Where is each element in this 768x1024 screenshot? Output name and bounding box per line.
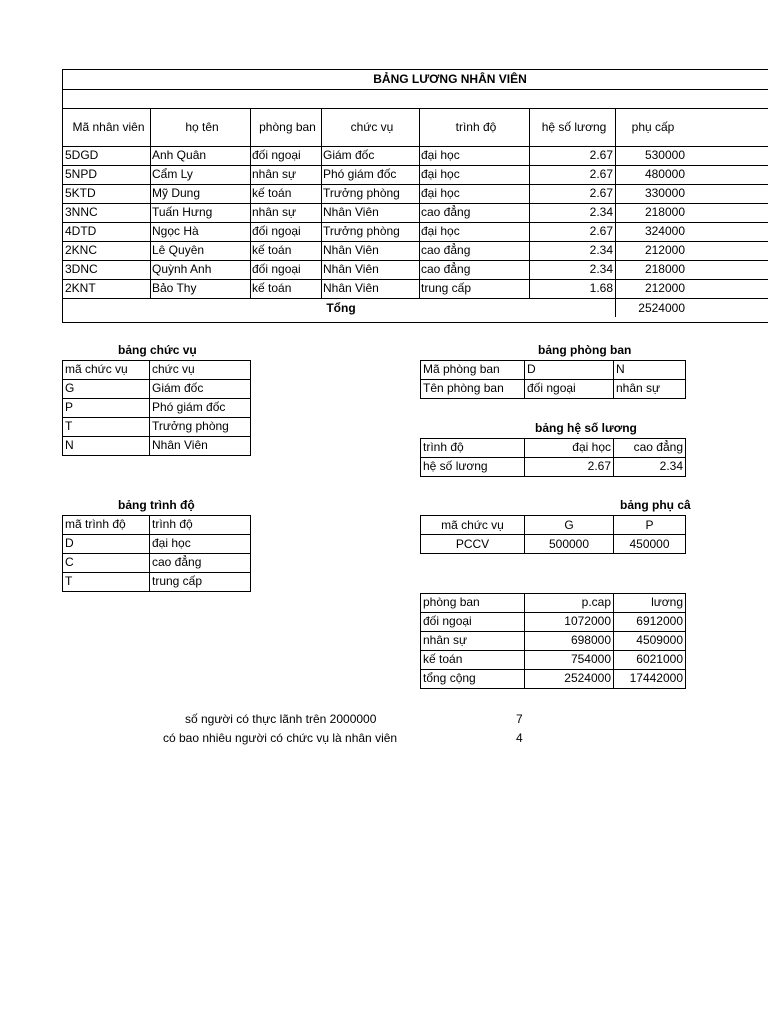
cell-ma-nhan-vien: 3NNC (65, 205, 98, 219)
cell-chuc-vu: Nhân Viên (323, 243, 379, 257)
cell-trinh-do: cao đẳng (421, 205, 471, 219)
header-he-so-luong: hệ số lương (541, 120, 607, 134)
cell-chuc-vu: Nhân Viên (323, 262, 379, 276)
chucvu-cell: N (62, 436, 150, 456)
cell-chuc-vu: Trưởng phòng (323, 224, 400, 238)
hesoluong-cell: 2.34 (613, 457, 686, 477)
trinhdo-cell: trung cấp (149, 572, 251, 592)
phucap-cell: G (524, 515, 614, 535)
cell-ma-nhan-vien: 5DGD (65, 148, 99, 162)
trinhdo-cell: C (62, 553, 150, 573)
cell-ho-ten: Tuấn Hưng (152, 205, 213, 219)
cell-he-so-luong: 2.67 (589, 148, 613, 162)
cell-ho-ten: Cẩm Ly (152, 167, 193, 181)
phucap-cell: P (613, 515, 686, 535)
question-nhan-vien: có bao nhiêu người có chức vụ là nhân viên (163, 731, 398, 745)
chucvu-cell: Nhân Viên (149, 436, 251, 456)
cell-phu-cap: 330000 (644, 186, 685, 200)
phongban-cell: Mã phòng ban (420, 360, 525, 380)
cell-phong-ban: kế toán (252, 186, 292, 200)
phongban-cell: đối ngoại (524, 379, 614, 399)
cell-phu-cap: 212000 (644, 243, 685, 257)
trinhdo-cell: T (62, 572, 150, 592)
cell-trinh-do: đại học (421, 186, 460, 200)
header-ma-nhan-vien: Mã nhân viên (72, 120, 145, 134)
phongban-cell: Tên phòng ban (420, 379, 525, 399)
cell-ma-nhan-vien: 2KNC (65, 243, 98, 257)
tongket-cell: lương (613, 593, 686, 613)
cell-trinh-do: đại học (421, 148, 460, 162)
total-label: Tổng (326, 301, 356, 315)
tongket-cell: p.cap (524, 593, 614, 613)
phucap-title: bảng phụ câ (620, 498, 691, 512)
hesoluong-title: bảng hệ số lương (535, 421, 637, 435)
cell-trinh-do: trung cấp (421, 281, 472, 295)
chucvu-cell: Trưởng phòng (149, 417, 251, 437)
row-divider (63, 108, 768, 109)
cell-ma-nhan-vien: 3DNC (65, 262, 98, 276)
cell-ma-nhan-vien: 2KNT (65, 281, 96, 295)
tongket-cell: 4509000 (613, 631, 686, 651)
tongket-cell: 1072000 (524, 612, 614, 632)
hesoluong-cell: đại học (524, 438, 614, 458)
cell-ho-ten: Ngọc Hà (152, 224, 199, 238)
tongket-cell: 6912000 (613, 612, 686, 632)
cell-he-so-luong: 2.34 (589, 243, 613, 257)
chucvu-cell: mã chức vụ (62, 360, 150, 380)
cell-ho-ten: Lê Quyên (152, 243, 205, 257)
cell-trinh-do: cao đẳng (421, 243, 471, 257)
cell-chuc-vu: Nhân Viên (323, 205, 379, 219)
cell-phu-cap: 218000 (644, 205, 685, 219)
cell-phong-ban: nhân sự (252, 205, 297, 219)
phucap-cell: mã chức vụ (420, 515, 525, 535)
cell-he-so-luong: 2.67 (589, 224, 613, 238)
cell-ho-ten: Bảo Thy (152, 281, 197, 295)
cell-he-so-luong: 2.67 (589, 167, 613, 181)
cell-phong-ban: nhân sự (252, 167, 297, 181)
chucvu-cell: Phó giám đốc (149, 398, 251, 418)
trinhdo-cell: mã trình độ (62, 515, 150, 535)
tongket-cell: phòng ban (420, 593, 525, 613)
phongban-cell: D (524, 360, 614, 380)
cell-ho-ten: Mỹ Dung (152, 186, 201, 200)
answer-nhan-vien: 4 (516, 731, 523, 745)
question-thuc-lanh: số người có thực lãnh trên 2000000 (185, 712, 377, 726)
cell-phong-ban: đối ngoại (252, 224, 301, 238)
cell-phu-cap: 530000 (644, 148, 685, 162)
chucvu-cell: P (62, 398, 150, 418)
tongket-cell: 6021000 (613, 650, 686, 670)
trinhdo-cell: đại học (149, 534, 251, 554)
cell-ho-ten: Quỳnh Anh (152, 262, 212, 276)
cell-chuc-vu: Giám đốc (323, 148, 375, 162)
cell-phu-cap: 324000 (644, 224, 685, 238)
cell-chuc-vu: Phó giám đốc (323, 167, 397, 181)
cell-phong-ban: đối ngoại (252, 148, 301, 162)
cell-phong-ban: kế toán (252, 281, 292, 295)
cell-he-so-luong: 2.34 (589, 205, 613, 219)
phucap-cell: 450000 (613, 534, 686, 554)
tongket-cell: nhân sự (420, 631, 525, 651)
tongket-cell: đối ngoại (420, 612, 525, 632)
cell-trinh-do: cao đẳng (421, 262, 471, 276)
total-value: 2524000 (638, 301, 685, 315)
cell-phu-cap: 480000 (644, 167, 685, 181)
trinhdo-cell: D (62, 534, 150, 554)
cell-phong-ban: kế toán (252, 243, 292, 257)
phongban-cell: nhân sự (613, 379, 686, 399)
header-chuc-vu: chức vụ (350, 120, 394, 134)
trinhdo-cell: cao đẳng (149, 553, 251, 573)
hesoluong-cell: 2.67 (524, 457, 614, 477)
row-divider (63, 89, 768, 90)
chucvu-title: bảng chức vụ (118, 343, 197, 357)
hesoluong-cell: hệ số lương (420, 457, 525, 477)
hesoluong-cell: cao đẳng (613, 438, 686, 458)
header-trinh-do: trình độ (455, 120, 497, 134)
header-phong-ban: phòng ban (259, 120, 316, 134)
phongban-cell: N (613, 360, 686, 380)
cell-he-so-luong: 1.68 (589, 281, 613, 295)
answer-thuc-lanh: 7 (516, 712, 523, 726)
phongban-title: bảng phòng ban (538, 343, 632, 357)
tongket-cell: tổng cộng (420, 669, 525, 689)
cell-phong-ban: đối ngoại (252, 262, 301, 276)
cell-ma-nhan-vien: 5NPD (65, 167, 98, 181)
phucap-cell: 500000 (524, 534, 614, 554)
trinhdo-title: bảng trình độ (118, 498, 195, 512)
header-ho-ten: họ tên (185, 120, 219, 134)
tongket-cell: 754000 (524, 650, 614, 670)
cell-trinh-do: đại học (421, 167, 460, 181)
chucvu-cell: G (62, 379, 150, 399)
chucvu-cell: T (62, 417, 150, 437)
cell-he-so-luong: 2.34 (589, 262, 613, 276)
cell-chuc-vu: Nhân Viên (323, 281, 379, 295)
trinhdo-cell: trình độ (149, 515, 251, 535)
tongket-cell: kế toán (420, 650, 525, 670)
cell-chuc-vu: Trưởng phòng (323, 186, 400, 200)
tongket-cell: 698000 (524, 631, 614, 651)
salary-table (62, 69, 768, 323)
table-title: BẢNG LƯƠNG NHÂN VIÊN (373, 72, 527, 86)
cell-phu-cap: 212000 (644, 281, 685, 295)
cell-trinh-do: đại học (421, 224, 460, 238)
cell-ma-nhan-vien: 5KTD (65, 186, 96, 200)
tongket-cell: 17442000 (613, 669, 686, 689)
cell-ma-nhan-vien: 4DTD (65, 224, 97, 238)
chucvu-cell: chức vụ (149, 360, 251, 380)
header-phu-cap: phụ cấp (631, 120, 675, 134)
cell-he-so-luong: 2.67 (589, 186, 613, 200)
cell-phu-cap: 218000 (644, 262, 685, 276)
hesoluong-cell: trình độ (420, 438, 525, 458)
phucap-cell: PCCV (420, 534, 525, 554)
cell-ho-ten: Anh Quân (152, 148, 207, 162)
tongket-cell: 2524000 (524, 669, 614, 689)
chucvu-cell: Giám đốc (149, 379, 251, 399)
